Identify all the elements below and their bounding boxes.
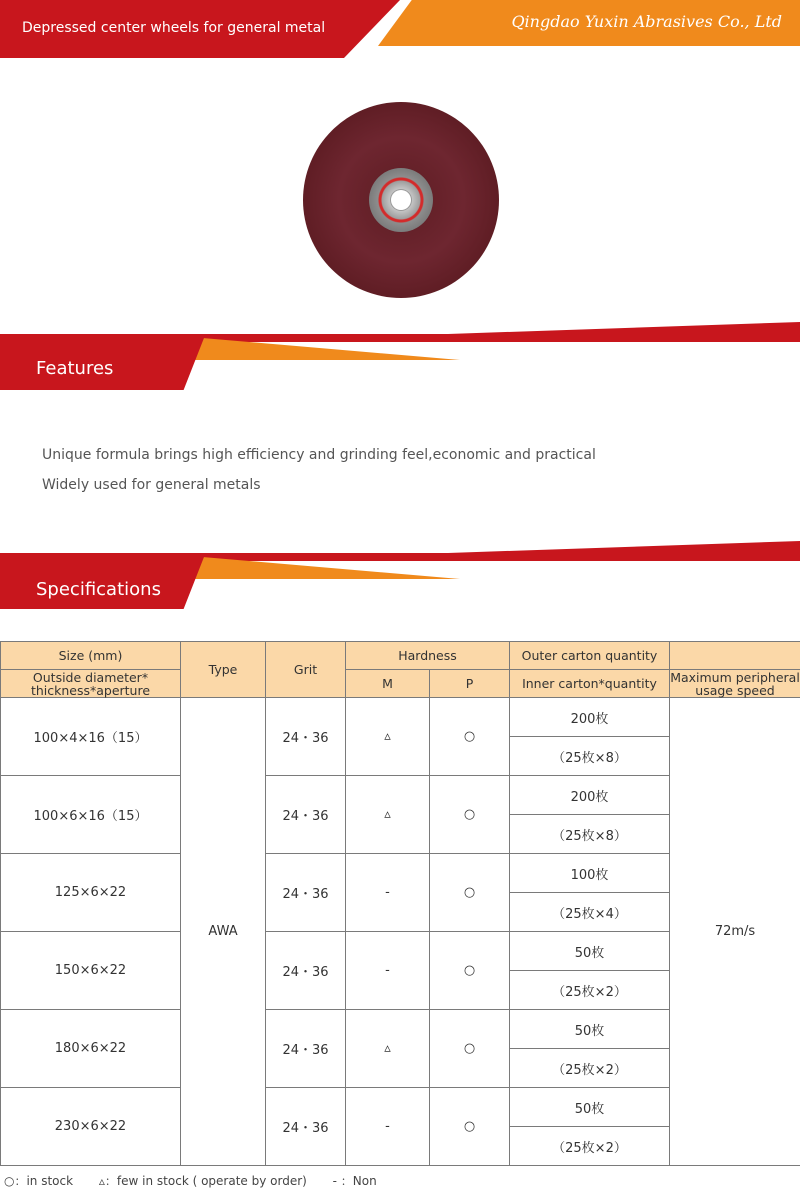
cell-hardness-p: ○ [430, 854, 510, 932]
cell-hardness-p: ○ [430, 1088, 510, 1166]
cell-size: 100×4×16（15） [1, 698, 181, 776]
specifications-heading: Specifications [36, 579, 161, 600]
cell-grit: 24・36 [266, 776, 346, 854]
abrasive-wheel-image [303, 102, 499, 298]
cell-outer-qty: 200枚 [510, 776, 670, 815]
legend-non: - ：Non [332, 1174, 377, 1188]
cell-inner-qty: （25枚×8） [510, 737, 670, 776]
company-name: Qingdao Yuxin Abrasives Co., Ltd [511, 12, 782, 31]
page-title: Depressed center wheels for general metal [22, 20, 326, 36]
col-size: Size (mm) [1, 642, 181, 670]
cell-inner-qty: （25枚×4） [510, 893, 670, 932]
cell-hardness-p: ○ [430, 1010, 510, 1088]
cell-size: 125×6×22 [1, 854, 181, 932]
cell-hardness-m: - [346, 932, 430, 1010]
table-subheader-row [1, 670, 800, 698]
cell-inner-qty: （25枚×2） [510, 1049, 670, 1088]
legend-in-stock: ○：in stock [4, 1174, 74, 1188]
header-banner [0, 0, 800, 58]
cell-grit: 24・36 [266, 932, 346, 1010]
cell-hardness-m: ▵ [346, 1010, 430, 1088]
cell-hardness-p: ○ [430, 776, 510, 854]
table-header-row [1, 642, 800, 670]
cell-hardness-m: - [346, 854, 430, 932]
feature-line-2: Widely used for general metals [42, 477, 261, 493]
feature-line-1: Unique formula brings high efficiency and grinding feel,economic and practical [42, 447, 596, 463]
specifications-banner [0, 541, 800, 611]
cell-hardness-p: ○ [430, 698, 510, 776]
cell-size: 100×6×16（15） [1, 776, 181, 854]
cell-grit: 24・36 [266, 854, 346, 932]
col-speed: Maximum peripheral usage speed [670, 669, 800, 698]
cell-grit: 24・36 [266, 1010, 346, 1088]
col-outer-carton: Outer carton quantity [510, 642, 670, 670]
cell-hardness-m: - [346, 1088, 430, 1166]
cell-grit: 24・36 [266, 1088, 346, 1166]
cell-inner-qty: （25枚×2） [510, 1127, 670, 1166]
cell-outer-qty: 50枚 [510, 1088, 670, 1127]
cell-size: 230×6×22 [1, 1088, 181, 1166]
cell-grit: 24・36 [266, 698, 346, 776]
col-grit: Grit [266, 642, 346, 698]
cell-outer-qty: 50枚 [510, 932, 670, 971]
col-hardness-m: M [346, 670, 430, 698]
cell-hardness-m: ▵ [346, 776, 430, 854]
cell-outer-qty: 100枚 [510, 854, 670, 893]
cell-size: 180×6×22 [1, 1010, 181, 1088]
legend-few-in-stock: ▵：few in stock ( operate by order) [98, 1174, 307, 1188]
specifications-table [0, 641, 800, 1166]
table-row [1, 698, 800, 737]
features-banner [0, 322, 800, 392]
features-heading: Features [36, 358, 114, 379]
col-type: Type [181, 642, 266, 698]
cell-inner-qty: （25枚×8） [510, 815, 670, 854]
col-size-sub: Outside diameter* thickness*aperture [1, 670, 181, 698]
cell-type: AWA [181, 698, 266, 1166]
cell-inner-qty: （25枚×2） [510, 971, 670, 1010]
col-empty [670, 642, 800, 670]
col-hardness-p: P [430, 670, 510, 698]
col-inner-carton: Inner carton*quantity [510, 670, 670, 698]
cell-outer-qty: 200枚 [510, 698, 670, 737]
col-hardness: Hardness [346, 642, 510, 670]
cell-speed: 72m/s [670, 698, 800, 1166]
cell-hardness-p: ○ [430, 932, 510, 1010]
cell-hardness-m: ▵ [346, 698, 430, 776]
stock-legend [4, 1172, 399, 1189]
wheel-arbor-hole [391, 190, 411, 210]
cell-size: 150×6×22 [1, 932, 181, 1010]
cell-outer-qty: 50枚 [510, 1010, 670, 1049]
